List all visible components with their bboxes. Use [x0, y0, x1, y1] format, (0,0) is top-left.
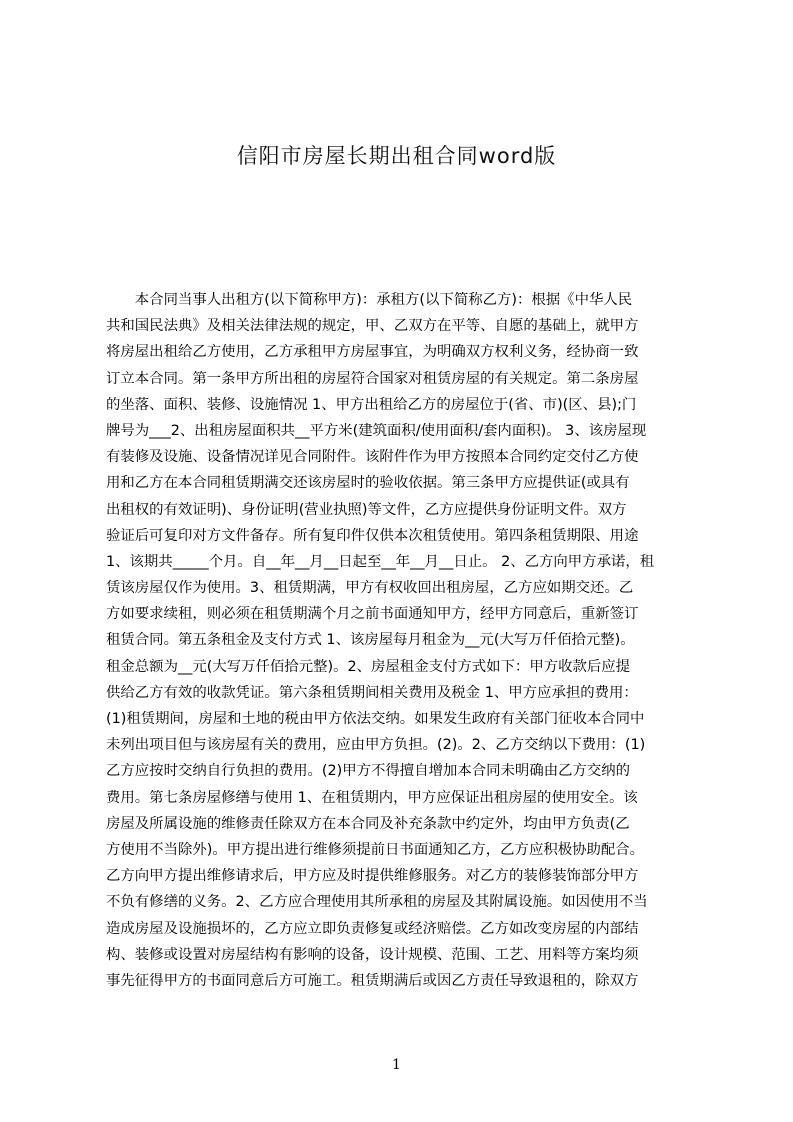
body-line: 用和乙方在本合同租赁期满交还该房屋时的验收依据。第三条甲方应提供证(或具有 — [106, 475, 630, 492]
body-line: 验证后可复印对方文件备存。所有复印件仅供本次租赁使用。第四条租赁期限、用途 — [106, 527, 639, 544]
body-line: 将房屋出租给乙方使用，乙方承租甲方房屋事宜，为明确双方权利义务，经协商一致 — [106, 344, 639, 361]
body-line: 牌号为___2、出租房屋面积共__平方米(建筑面积/使用面积/套内面积)。 3、该房屋现 — [106, 422, 647, 439]
body-line: 赁该房屋仅作为使用。3、租赁期满，甲方有权收回出租房屋，乙方应如期交还。乙 — [106, 580, 634, 597]
document-title: 信阳市房屋长期出租合同word版 — [236, 144, 557, 168]
body-line: 乙方应按时交纳自行负担的费用。(2)甲方不得擅自增加本合同未明确由乙方交纳的 — [106, 763, 631, 780]
body-line: 出租权的有效证明)、身份证明(营业执照)等文件，乙方应提供身份证明文件。双方 — [106, 501, 627, 518]
body-line: 费用。第七条房屋修缮与使用 1、在租赁期内，甲方应保证出租房屋的使用安全。该 — [106, 789, 638, 806]
page-number: 1 — [392, 1057, 401, 1073]
body-line: 造成房屋及设施损坏的，乙方应立即负责修复或经济赔偿。乙方如改变房屋的内部结 — [106, 920, 639, 937]
body-line: 租金总额为__元(大写万仟佰拾元整)。2、房屋租金支付方式如下：甲方收款后应提 — [106, 658, 631, 675]
body-line: 构、装修或设置对房屋结构有影响的设备，设计规模、范围、工艺、用料等方案均须 — [106, 946, 639, 963]
body-line: 乙方向甲方提出维修请求后，甲方应及时提供维修服务。对乙方的装修装饰部分甲方 — [106, 868, 639, 885]
body-line: 共和国民法典》及相关法律法规的规定，甲、乙双方在平等、自愿的基础上，就甲方 — [106, 318, 639, 335]
body-line: 1、该期共_____个月。自__年__月__日起至__年__月__日止。 2、乙方向甲方承诺，租 — [106, 553, 655, 570]
body-line: 事先征得甲方的书面同意后方可施工。租赁期满后或因乙方责任导致退租的，除双方 — [106, 972, 639, 989]
body-line: 方如要求续租，则必须在租赁期满个月之前书面通知甲方，经甲方同意后，重新签订 — [106, 606, 639, 623]
body-line: (1)租赁期间，房屋和土地的税由甲方依法交纳。如果发生政府有关部门征收本合同中 — [106, 711, 645, 727]
body-line: 的坐落、面积、装修、设施情况 1、甲方出租给乙方的房屋位于(省、市)(区、县);门 — [106, 396, 637, 413]
body-line: 未列出项目但与该房屋有关的费用，应由甲方负担。(2)。2、乙方交纳以下费用：(1) — [106, 737, 646, 754]
body-line: 订立本合同。第一条甲方所出租的房屋符合国家对租赁房屋的有关规定。第二条房屋 — [106, 370, 639, 387]
body-line: 租赁合同。第五条租金及支付方式 1、该房屋每月租金为__元(大写万仟佰拾元整)。 — [106, 632, 635, 649]
body-line: 方使用不当除外)。甲方提出进行维修须提前日书面通知乙方，乙方应积极协助配合。 — [106, 841, 645, 858]
body-line: 供给乙方有效的收款凭证。第六条租赁期间相关费用及税金 1、甲方应承担的费用： — [106, 684, 638, 701]
contract-body — [106, 287, 698, 1037]
body-line: 房屋及所属设施的维修责任除双方在本合同及补充条款中约定外，均由甲方负责(乙 — [106, 815, 630, 832]
body-line: 不负有修缮的义务。2、乙方应合理使用其所承租的房屋及其附属设施。如因使用不当 — [106, 894, 648, 911]
body-line: 本合同当事人出租方(以下简称甲方)：承租方(以下简称乙方)：根据《中华人民 — [106, 292, 633, 308]
body-line: 有装修及设施、设备情况详见合同附件。该附件作为甲方按照本合同约定交付乙方使 — [106, 449, 639, 466]
